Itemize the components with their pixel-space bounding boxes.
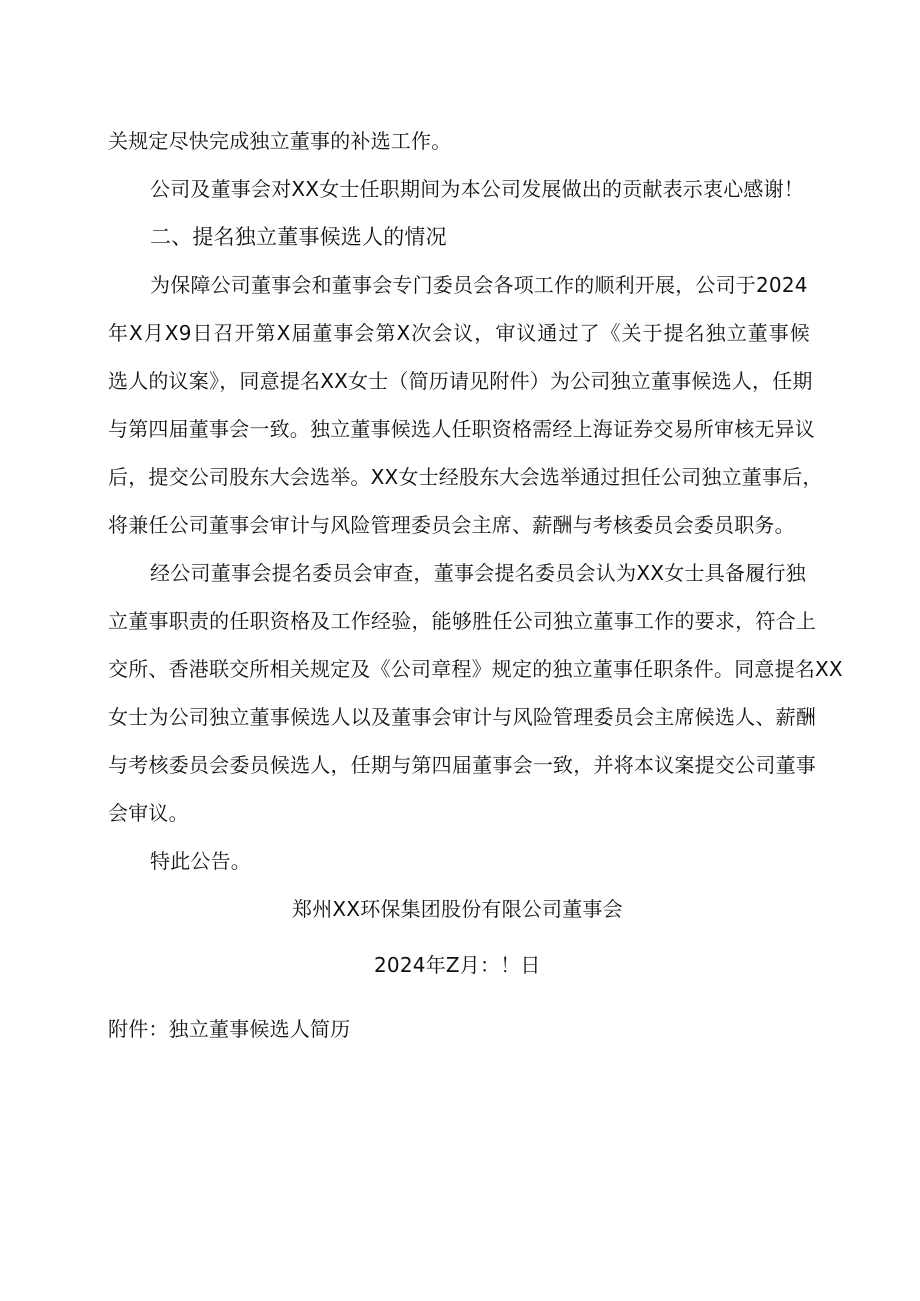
review-paragraph-line: 女士为公司独立董事候选人以及董事会审计与风险管理委员会主席候选人、薪酬: [108, 705, 816, 729]
thanks-paragraph: 公司及董事会对XX女士任职期间为本公司发展做出的贡献表示衷心感谢！: [150, 177, 805, 201]
nomination-paragraph-line: 年X月X9日召开第X届董事会第X次会议，审议通过了《关于提名独立董事候: [108, 321, 810, 345]
paragraph-previous-line: 关规定尽快完成独立董事的补选工作。: [108, 129, 452, 153]
closing-statement: 特此公告。: [150, 849, 251, 873]
nomination-paragraph-line: 将兼任公司董事会审计与风险管理委员会主席、薪酬与考核委员会委员职务。: [108, 513, 795, 537]
signature-company: 郑州XX环保集团股份有限公司董事会: [292, 897, 623, 921]
review-paragraph-line: 经公司董事会提名委员会审查，董事会提名委员会认为XX女士具备履行独: [150, 561, 806, 585]
nomination-paragraph-line: 选人的议案》，同意提名XX女士（简历请见附件）为公司独立董事候选人，任期: [108, 369, 813, 393]
review-paragraph-line: 与考核委员会委员候选人，任期与第四届董事会一致，并将本议案提交公司董事: [108, 753, 816, 777]
review-paragraph-line: 立董事职责的任职资格及工作经验，能够胜任公司独立董事工作的要求，符合上: [108, 609, 816, 633]
section-heading: 二、提名独立董事候选人的情况: [150, 225, 447, 249]
signature-date: 2024年Z月：！日: [374, 953, 541, 977]
review-paragraph-line: 会审议。: [108, 801, 189, 825]
review-paragraph-line: 交所、香港联交所相关规定及《公司章程》规定的独立董事任职条件。同意提名XX: [108, 657, 843, 681]
nomination-paragraph-line: 为保障公司董事会和董事会专门委员会各项工作的顺利开展，公司于2024: [150, 273, 808, 297]
nomination-paragraph-line: 与第四届董事会一致。独立董事候选人任职资格需经上海证券交易所审核无异议: [108, 417, 815, 441]
attachment-note: 附件：独立董事候选人简历: [108, 1017, 351, 1041]
nomination-paragraph-line: 后，提交公司股东大会选举。XX女士经股东大会选举通过担任公司独立董事后，: [108, 465, 823, 489]
